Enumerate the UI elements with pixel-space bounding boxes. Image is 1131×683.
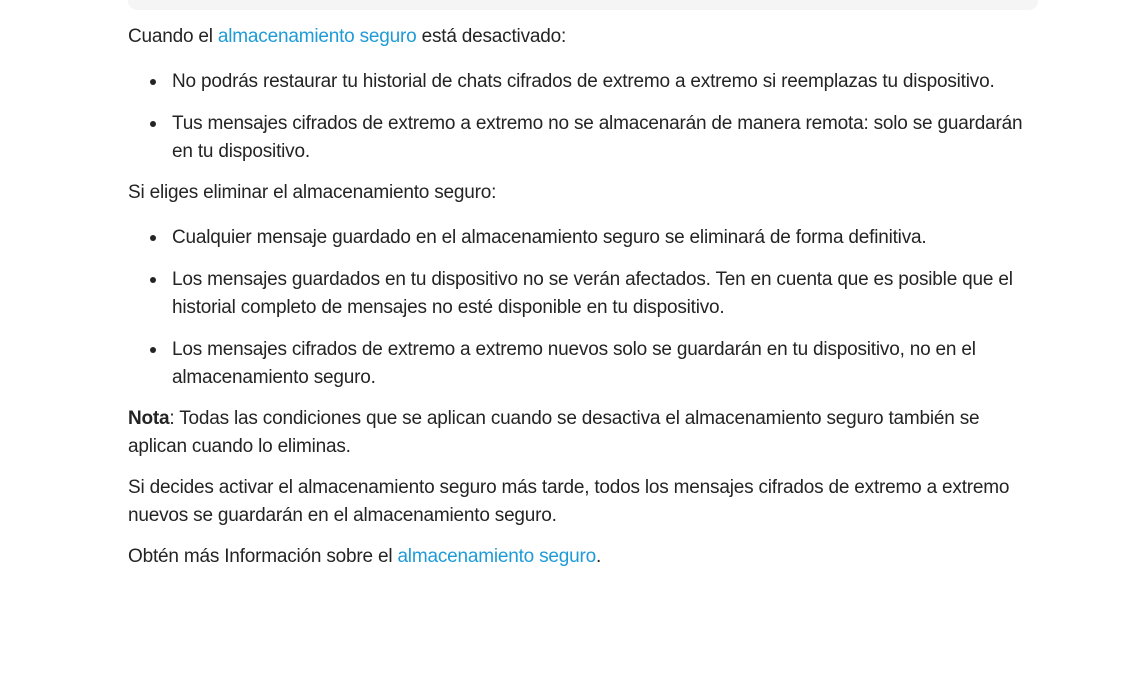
note-label: Nota <box>128 408 170 429</box>
delete-intro-paragraph: Si eliges eliminar el almacenamiento seguro: <box>128 182 497 203</box>
list-item: No podrás restaurar tu historial de chats cifrados de extremo a extremo si reemplazas tu dispositivo. <box>128 68 1038 96</box>
reactivate-paragraph: Si decides activar el almacenamiento seguro más tarde, todos los mensajes cifrados de extremo a extremo nuevos se guardarán en el almacenamiento seguro. <box>128 477 1010 526</box>
list-item: Los mensajes guardados en tu dispositivo no se verán afectados. Ten en cuenta que es posible que el historial completo de mensajes no esté disponible en tu dispositivo. <box>128 266 1038 322</box>
secure-storage-link[interactable]: almacenamiento seguro <box>217 26 417 47</box>
note-text: : Todas las condiciones que se aplican cuando se desactiva el almacenamiento seguro también se aplican cuando lo eliminas. <box>128 408 980 457</box>
intro-text-post: está desactivado: <box>416 26 567 47</box>
list-item: Tus mensajes cifrados de extremo a extremo no se almacenarán de manera remota: solo se guardarán en tu dispositivo. <box>128 110 1038 166</box>
intro-paragraph <box>128 23 1038 51</box>
list-item: Cualquier mensaje guardado en el almacenamiento seguro se eliminará de forma definitiva. <box>128 224 1038 252</box>
deactivated-consequences-list <box>128 68 1038 166</box>
intro-text-pre: Cuando el <box>128 26 218 47</box>
learn-more-text-pre: Obtén más Información sobre el <box>128 546 398 567</box>
note-paragraph <box>128 405 1038 461</box>
secure-storage-link[interactable]: almacenamiento seguro <box>397 546 597 567</box>
help-article <box>128 0 1038 571</box>
list-item: Los mensajes cifrados de extremo a extremo nuevos solo se guardarán en tu dispositivo, no en el almacenamiento seguro. <box>128 336 1038 392</box>
learn-more-paragraph <box>128 543 1038 571</box>
learn-more-text-post: . <box>596 546 602 567</box>
delete-consequences-list <box>128 224 1038 392</box>
scrolled-panel-bottom-edge <box>128 0 1038 10</box>
